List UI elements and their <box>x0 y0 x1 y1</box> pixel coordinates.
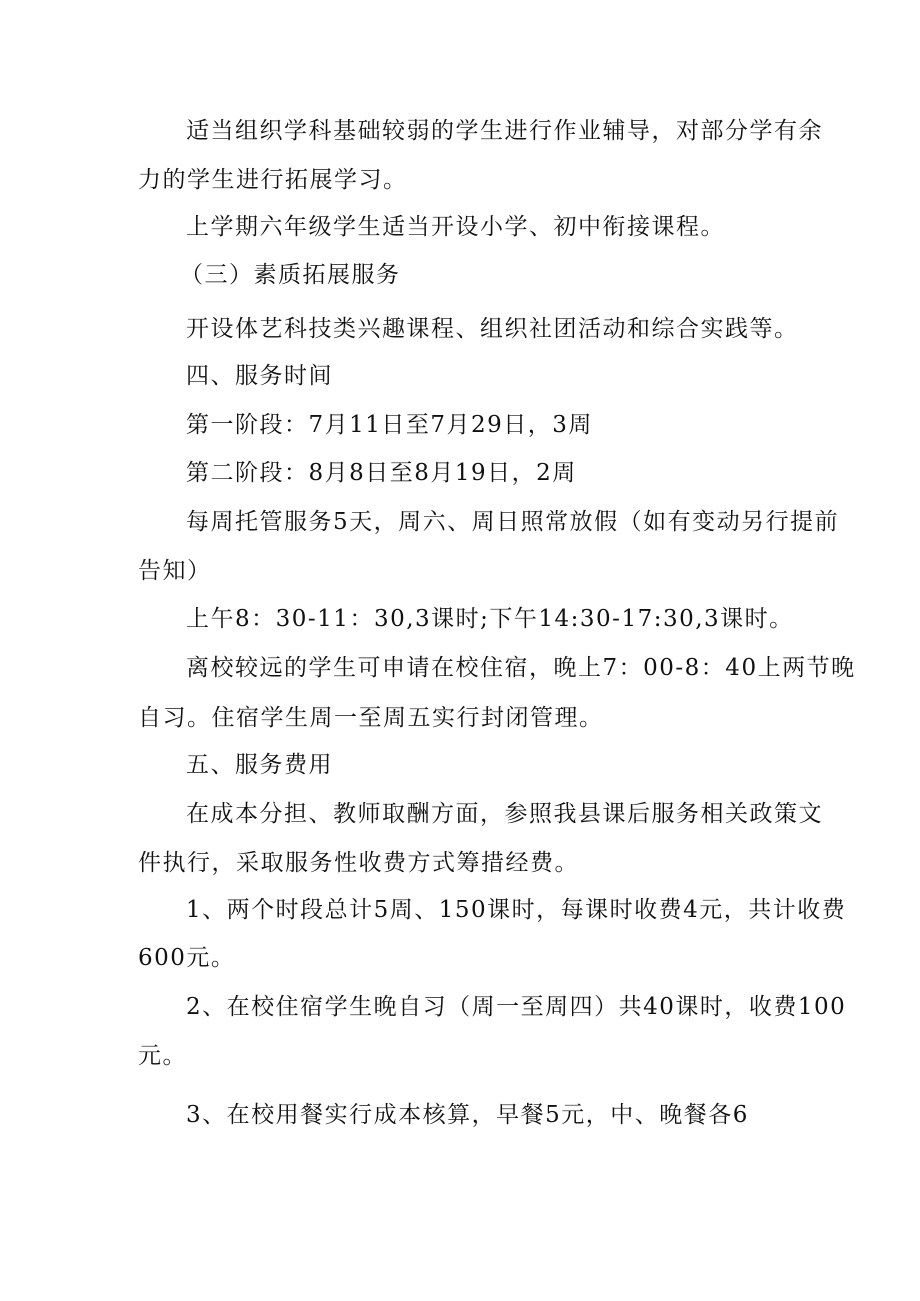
section-heading: 五、服务费用 <box>186 752 333 778</box>
paragraph-line: 第一阶段：7月11日至7月29日，3周 <box>186 412 593 438</box>
paragraph-line: 适当组织学科基础较弱的学生进行作业辅导，对部分学有余 <box>186 118 823 144</box>
paragraph-line: 开设体艺科技类兴趣课程、组织社团活动和综合实践等。 <box>186 316 799 342</box>
section-heading: 四、服务时间 <box>186 363 333 389</box>
paragraph-line: 3、在校用餐实行成本核算，早餐5元，中、晚餐各6 <box>186 1102 749 1128</box>
paragraph-line: 1、两个时段总计5周、150课时，每课时收费4元，共计收费 <box>186 897 847 923</box>
paragraph-line: 力的学生进行拓展学习。 <box>138 167 408 193</box>
paragraph-line: 上午8：30-11：30,3课时;下午14:30-17:30,3课时。 <box>186 606 794 632</box>
paragraph-line: 件执行，采取服务性收费方式筹措经费。 <box>138 850 579 876</box>
paragraph-line: 元。 <box>138 1043 187 1069</box>
paragraph-line: 每周托管服务5天，周六、周日照常放假（如有变动另行提前 <box>186 509 840 535</box>
paragraph-line: 离校较远的学生可申请在校住宿，晚上7：00-8：40上两节晚 <box>186 655 856 681</box>
section-heading: （三）素质拓展服务 <box>180 262 401 288</box>
paragraph-line: 第二阶段：8月8日至8月19日，2周 <box>186 460 577 486</box>
paragraph-line: 上学期六年级学生适当开设小学、初中衔接课程。 <box>186 214 725 240</box>
paragraph-line: 600元。 <box>138 945 236 971</box>
paragraph-line: 自习。住宿学生周一至周五实行封闭管理。 <box>138 705 604 731</box>
paragraph-line: 2、在校住宿学生晚自习（周一至周四）共40课时，收费100 <box>186 994 847 1020</box>
paragraph-line: 告知） <box>138 558 212 584</box>
paragraph-line: 在成本分担、教师取酬方面，参照我县课后服务相关政策文 <box>186 801 823 827</box>
